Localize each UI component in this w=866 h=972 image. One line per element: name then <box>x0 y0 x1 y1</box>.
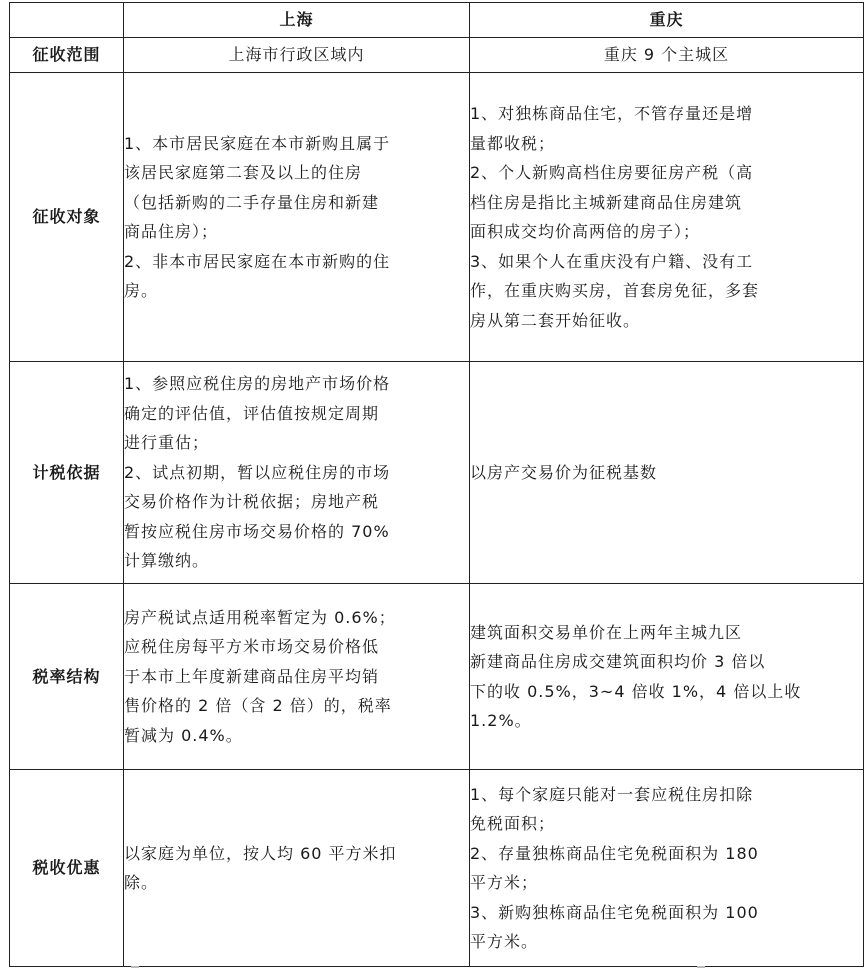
chongqing-cell <box>470 770 864 967</box>
cell-line: 重庆 9 个主城区 <box>603 45 730 65</box>
column-header-shanghai: 上海 <box>124 3 470 38</box>
chongqing-cell <box>470 38 864 73</box>
shanghai-cell <box>124 73 470 362</box>
cell-line: 新建商品住房成交建筑面积均价 3 倍以 <box>470 652 766 671</box>
cell-line: 上海市行政区域内 <box>228 45 365 65</box>
cell-line: 确定的评估值，评估值按规定周期 <box>124 403 380 423</box>
cell-line: 房产税试点适用税率暂定为 0.6%； <box>124 607 396 627</box>
cell-line: 建筑面积交易单价在上两年主城九区 <box>470 622 743 642</box>
cell-line: 进行重估； <box>124 433 210 453</box>
cell-line: 1、对独栋商品住宅，不管存量还是增 <box>470 104 754 123</box>
cell-line: 平方米； <box>470 873 539 892</box>
chongqing-cell <box>470 362 864 584</box>
shanghai-cell <box>124 584 470 770</box>
cell-line: 2、非本市居民家庭在本市新购的住 <box>124 251 391 271</box>
shanghai-cell <box>124 362 470 584</box>
cell-line: 计算缴纳。 <box>124 551 210 571</box>
cell-line: 作，在重庆购买房，首套房免征，多套 <box>470 281 760 300</box>
cell-line: 3、如果个人在重庆没有户籍、没有工 <box>470 251 754 271</box>
table-row <box>10 362 864 584</box>
cell-line: 1、本市居民家庭在本市新购且属于 <box>124 133 391 153</box>
chongqing-cell <box>470 584 864 770</box>
bottom-divider-marks <box>9 966 863 968</box>
cell-line: 暂减为 0.4%。 <box>124 725 243 745</box>
cell-line: 交易价格作为计税依据；房地产税 <box>124 492 380 512</box>
cell-line: 以家庭为单位，按人均 60 平方米扣 <box>124 843 397 863</box>
divider-mark <box>131 966 139 968</box>
cell-line: 量都收税； <box>470 133 556 153</box>
cell-line: 房。 <box>124 281 159 300</box>
cell-line: 除。 <box>124 873 159 892</box>
table-row <box>10 73 864 362</box>
corner-cell <box>10 3 124 38</box>
column-header-chongqing: 重庆 <box>470 3 864 38</box>
shanghai-cell <box>124 38 470 73</box>
row-label: 税收优惠 <box>10 770 124 967</box>
row-label: 计税依据 <box>10 362 124 584</box>
cell-line: 该居民家庭第二套及以上的住房 <box>124 163 363 182</box>
cell-line: 以房产交易价为征税基数 <box>470 462 658 482</box>
table-row <box>10 38 864 73</box>
divider-mark <box>697 966 705 968</box>
chongqing-cell <box>470 73 864 362</box>
table-row <box>10 584 864 770</box>
cell-line: 2、试点初期，暂以应税住房的市场 <box>124 462 391 482</box>
table-row <box>10 770 864 967</box>
cell-line: 2、存量独栋商品住宅免税面积为 180 <box>470 843 759 863</box>
row-label: 征收对象 <box>10 73 124 362</box>
header-row <box>10 3 864 38</box>
cell-line: 房从第二套开始征收。 <box>470 310 641 330</box>
comparison-table <box>9 2 864 967</box>
cell-line: （包括新购的二手存量住房和新建 <box>124 192 380 212</box>
row-label: 征收范围 <box>10 38 124 73</box>
cell-line: 1、参照应税住房的房地产市场价格 <box>124 374 391 394</box>
cell-line: 档住房是指比主城新建商品住房建筑 <box>470 192 743 212</box>
cell-line: 1.2%。 <box>470 711 532 730</box>
cell-line: 于本市上年度新建商品住房平均销 <box>124 666 380 686</box>
cell-line: 面积成交均价高两倍的房子）； <box>470 222 701 241</box>
cell-line: 3、新购独栋商品住宅免税面积为 100 <box>470 902 759 922</box>
cell-line: 平方米。 <box>470 932 539 951</box>
cell-line: 商品住房）； <box>124 222 219 241</box>
cell-line: 2、个人新购高档住房要征房产税（高 <box>470 163 754 182</box>
shanghai-cell <box>124 770 470 967</box>
row-label: 税率结构 <box>10 584 124 770</box>
cell-line: 售价格的 2 倍（含 2 倍）的，税率 <box>124 696 392 716</box>
cell-line: 免税面积； <box>470 814 556 833</box>
cell-line: 1、每个家庭只能对一套应税住房扣除 <box>470 784 754 804</box>
cell-line: 应税住房每平方米市场交易价格低 <box>124 637 380 657</box>
cell-line: 暂按应税住房市场交易价格的 70% <box>124 521 390 541</box>
cell-line: 下的收 0.5%，3~4 倍收 1%，4 倍以上收 <box>470 681 802 701</box>
